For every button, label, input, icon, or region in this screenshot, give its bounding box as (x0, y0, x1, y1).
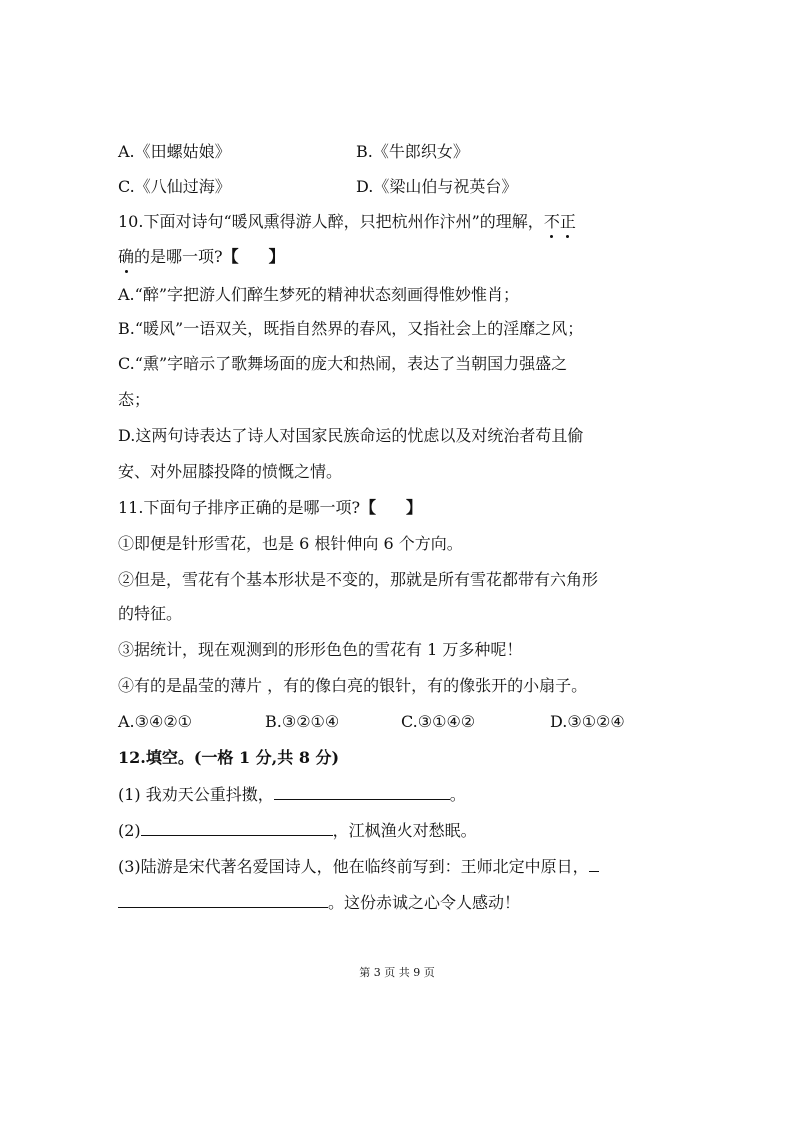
q12-item-1 (118, 783, 466, 806)
q11-option-b: B.③②①④ (265, 712, 340, 731)
q11-sentence-4: ④有的是晶莹的薄片 ，有的像白亮的银针，有的像张开的小扇子。 (118, 676, 588, 695)
q9-option-d: D.《梁山伯与祝英台》 (356, 177, 518, 196)
q10-stem-text: 10.下面对诗句“暖风熏得游人醉，只把杭州作汴州”的理解， (118, 212, 544, 231)
q12-item-2-number: (2) (118, 821, 141, 840)
q10-emphasis-char-3: 确 (118, 247, 135, 266)
q10-emphasis-char-2: 正 (559, 212, 576, 231)
q10-stem-question: 的是哪一项? (134, 247, 223, 266)
q11-stem-text: 11.下面句子排序正确的是哪一项? (118, 498, 361, 517)
q11-sentence-3: ③据统计，现在观测到的形形色色的雪花有 1 万多种呢！ (118, 640, 523, 659)
q12-item-2-blank[interactable] (141, 819, 333, 836)
q10-stem-line1 (118, 211, 576, 233)
q10-bracket-open: 【 (222, 247, 239, 266)
q9-option-b: B.《牛郎织女》 (356, 142, 469, 161)
q10-emphasis-char-1: 不 (543, 212, 560, 231)
q12-item-3-line2 (118, 891, 520, 914)
q12-item-1-end: 。 (449, 785, 466, 804)
q11-bracket-open: 【 (360, 498, 377, 517)
q12-item-3-blank-start[interactable] (589, 855, 599, 872)
q10-option-c-line1: C.“熏”字暗示了歌舞场面的庞大和热闹，表达了当朝国力强盛之 (118, 354, 568, 373)
q12-item-3-end: 。这份赤诚之心令人感动！ (328, 893, 521, 912)
q12-item-2-text: ，江枫渔火对愁眠。 (332, 821, 477, 840)
q10-stem-line2 (118, 246, 285, 268)
q10-option-d-line2: 安、对外屈膝投降的愤慨之情。 (118, 462, 343, 481)
q10-bracket-close: 】 (268, 247, 285, 266)
q10-option-b: B.“暖风”一语双关，既指自然界的春风，又指社会上的淫靡之风； (118, 319, 584, 338)
q12-item-3-text: (3)陆游是宋代著名爱国诗人，他在临终前写到：王师北定中原日， (118, 857, 589, 876)
q10-option-d-line1: D.这两句诗表达了诗人对国家民族命运的忧虑以及对统治者苟且偷 (118, 426, 584, 445)
q11-sentence-2-line2: 的特征。 (118, 604, 183, 623)
q10-option-c-line2: 态； (118, 390, 151, 409)
q11-stem (118, 497, 422, 519)
q12-item-1-blank[interactable] (274, 783, 450, 800)
q11-bracket-close: 】 (406, 498, 423, 517)
q11-option-c: C.③①④② (401, 712, 476, 731)
q9-option-a: A.《田螺姑娘》 (118, 142, 231, 161)
page-number-footer: 第 3 页 共 9 页 (359, 966, 435, 979)
q12-item-3-line1 (118, 855, 599, 878)
q12-title: 12.填空。(一格 1 分,共 8 分) (118, 748, 340, 767)
q11-sentence-2-line1: ②但是，雪花有个基本形状是不变的，那就是所有雪花都带有六角形 (118, 570, 599, 589)
q11-option-d: D.③①②④ (550, 712, 625, 731)
q11-sentence-1: ①即便是针形雪花，也是 6 根针伸向 6 个方向。 (118, 534, 463, 553)
q12-item-1-text: (1) 我劝天公重抖擞， (118, 785, 274, 804)
q11-option-a: A.③④②① (118, 712, 193, 731)
q12-item-3-blank[interactable] (118, 891, 328, 908)
q9-option-c: C.《八仙过海》 (118, 177, 231, 196)
q12-item-2 (118, 819, 477, 842)
q10-option-a: A.“醉”字把游人们醉生梦死的精神状态刻画得惟妙惟肖； (118, 285, 520, 304)
